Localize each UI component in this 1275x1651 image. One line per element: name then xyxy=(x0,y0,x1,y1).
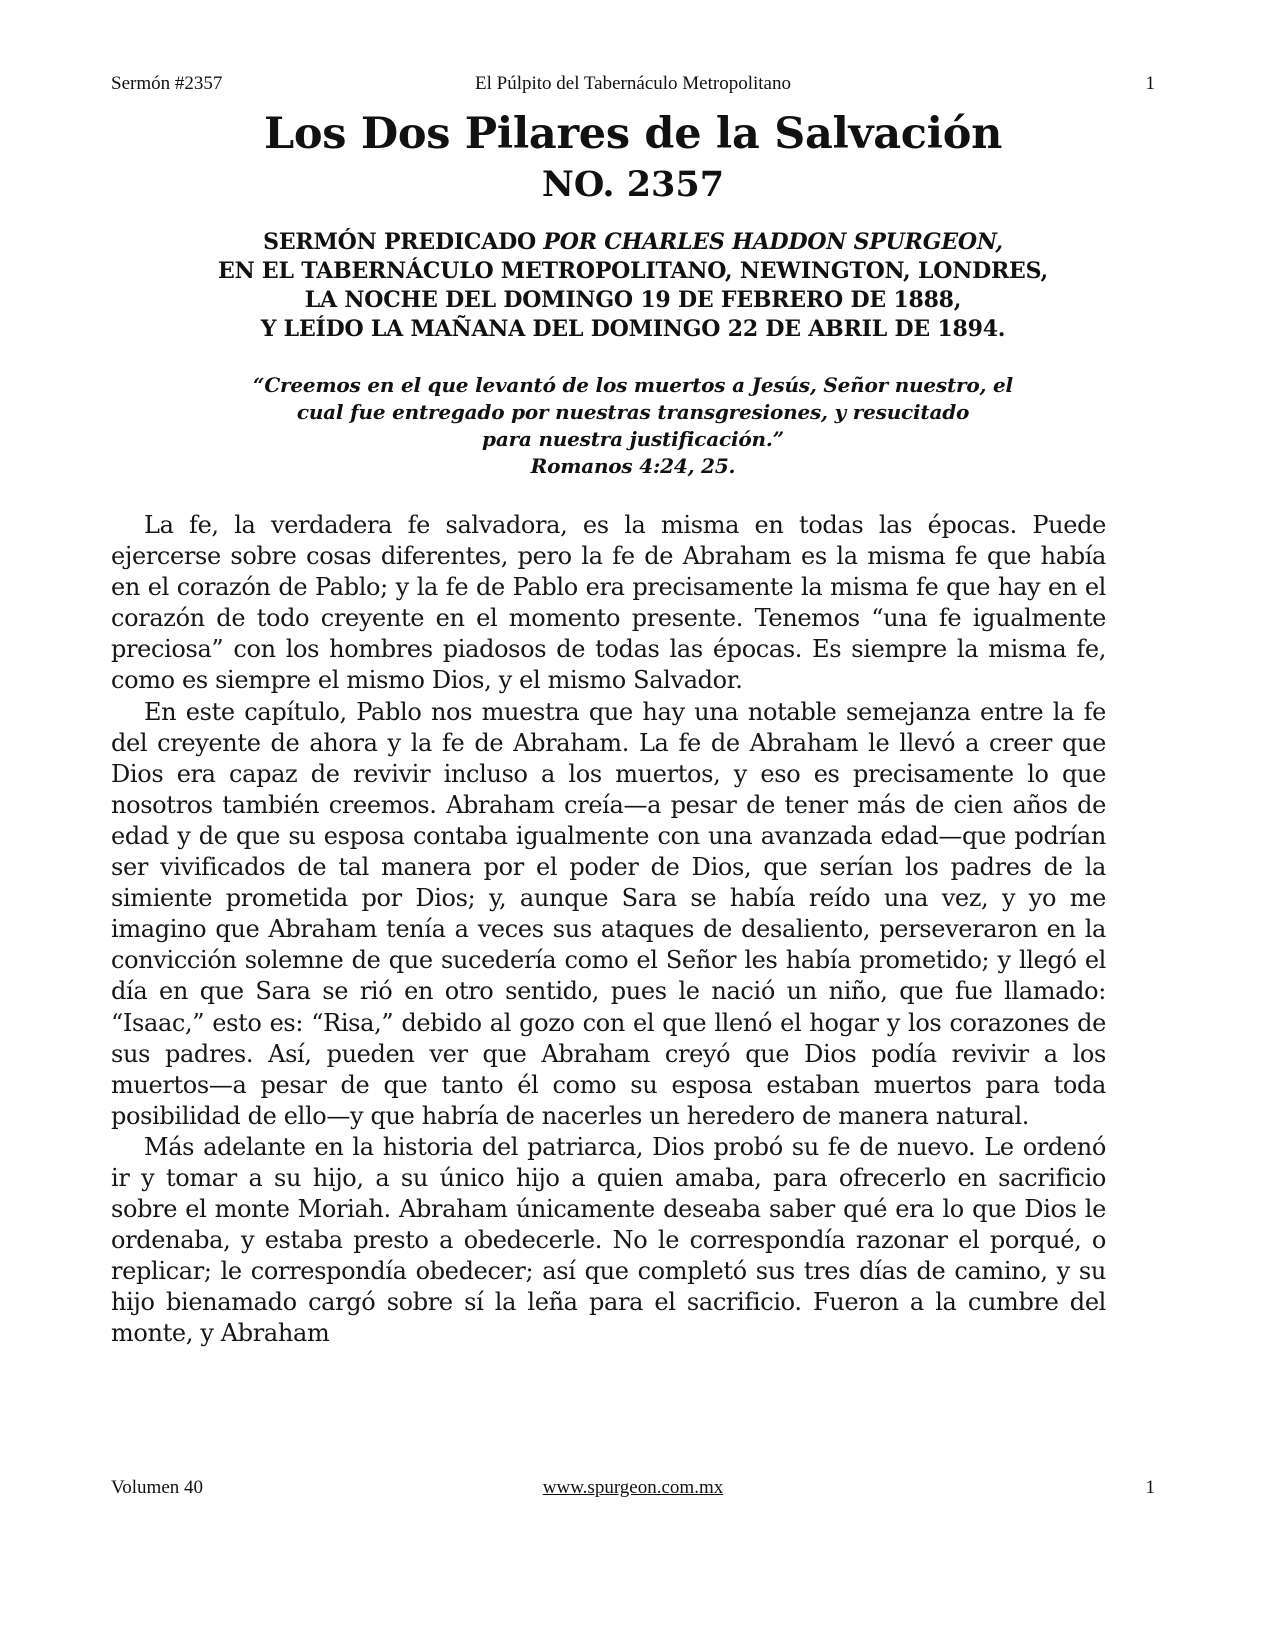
scripture-line-2: cual fue entregado por nuestras transgresiones, y resucitado xyxy=(296,400,970,424)
header-sermon-number: Sermón #2357 xyxy=(111,73,223,94)
body-paragraph-3: Más adelante en la historia del patriarca, Dios probó su fe de nuevo. Le ordenó ir y tomar a su hijo, a su único hijo a quien amaba, para ofrecerlo en sacrificio sobre el monte Moriah. Abraham únicamente deseaba saber qué era lo que Dios le ordenaba, y estaba presto a obedecerle. No le correspondía razonar el porqué, o replicar; le correspondía obedecer; así que completó sus tres días de camino, y su hijo bienamado cargó sobre sí la leña para el sacrificio. Fueron a la cumbre del monte, y Abraham xyxy=(111,1132,1106,1348)
sermon-info-line-2: EN EL TABERNÁCULO METROPOLITANO, NEWINGTON, LONDRES, xyxy=(218,258,1048,284)
sermon-body xyxy=(111,510,1106,1350)
scripture-reference: Romanos 4:24, 25. xyxy=(530,454,736,478)
running-header xyxy=(111,72,1155,96)
scripture-line-1: “Creemos en el que levantó de los muertos a Jesús, Señor nuestro, el xyxy=(253,373,1013,397)
sermon-info-prefix: SERMÓN PREDICADO xyxy=(263,229,544,255)
header-publication-title: El Púlpito del Tabernáculo Metropolitano xyxy=(475,73,791,94)
footer-website xyxy=(111,1476,1155,1500)
running-footer xyxy=(111,1476,1155,1500)
sermon-info-line-1 xyxy=(111,228,1155,257)
sermon-info-line-4: Y LEÍDO LA MAÑANA DEL DOMINGO 22 DE ABRIL DE 1894. xyxy=(260,316,1006,342)
scripture-line-3: para nuestra justificación.” xyxy=(482,427,784,451)
scripture-quote xyxy=(111,372,1155,480)
title-block xyxy=(111,106,1155,208)
sermon-info xyxy=(111,228,1155,344)
body-paragraph-2: En este capítulo, Pablo nos muestra que hay una notable semejanza entre la fe del creyente de ahora y la fe de Abraham. La fe de Abraham le llevó a creer que Dios era capaz de revivir incluso a los muertos, y eso es precisamente lo que nosotros también creemos. Abraham creía—a pesar de tener más de cien años de edad y de que su esposa contaba igualmente con una avanzada edad—que podrían ser vivificados de tal manera por el poder de Dios, que serían los padres de la simiente prometida por Dios; y, aunque Sara se había reído una vez, y yo me imagino que Abraham tenía a veces sus ataques de desaliento, perseveraron en la convicción solemne de que sucedería como el Señor les había prometido; y llegó el día en que Sara se rió en otro sentido, pues le nació un niño, que fue llamado: “Isaac,” esto es: “Risa,” debido al gozo con el que llenó el hogar y los corazones de sus padres. Así, pueden ver que Abraham creyó que Dios podía revivir a los muertos—a pesar de que tanto él como su esposa estaban muertos para toda posibilidad de ello—y que habría de nacerles un heredero de manera natural. xyxy=(111,697,1106,1130)
website-link[interactable]: www.spurgeon.com.mx xyxy=(542,1477,724,1498)
header-page-number: 1 xyxy=(1145,73,1155,94)
footer-page-number: 1 xyxy=(1145,1477,1155,1498)
sermon-info-author: POR CHARLES HADDON SPURGEON, xyxy=(543,229,1003,255)
sermon-title: Los Dos Pilares de la Salvación xyxy=(263,109,1003,159)
footer-volume: Volumen 40 xyxy=(111,1477,204,1498)
body-paragraph-1: La fe, la verdadera fe salvadora, es la misma en todas las épocas. Puede ejercerse sobre cosas diferentes, pero la fe de Abraham es la misma fe que había en el corazón de Pablo; y la fe de Pablo era precisamente la misma fe que hay en el corazón de todo creyente en el momento presente. Tenemos “una fe igualmente preciosa” con los hombres piadosos de todas las épocas. Es siempre la misma fe, como es siempre el mismo Dios, y el mismo Salvador. xyxy=(111,511,1106,695)
sermon-number: NO. 2357 xyxy=(541,164,725,205)
sermon-info-line-3: LA NOCHE DEL DOMINGO 19 DE FEBRERO DE 1888, xyxy=(304,287,962,313)
